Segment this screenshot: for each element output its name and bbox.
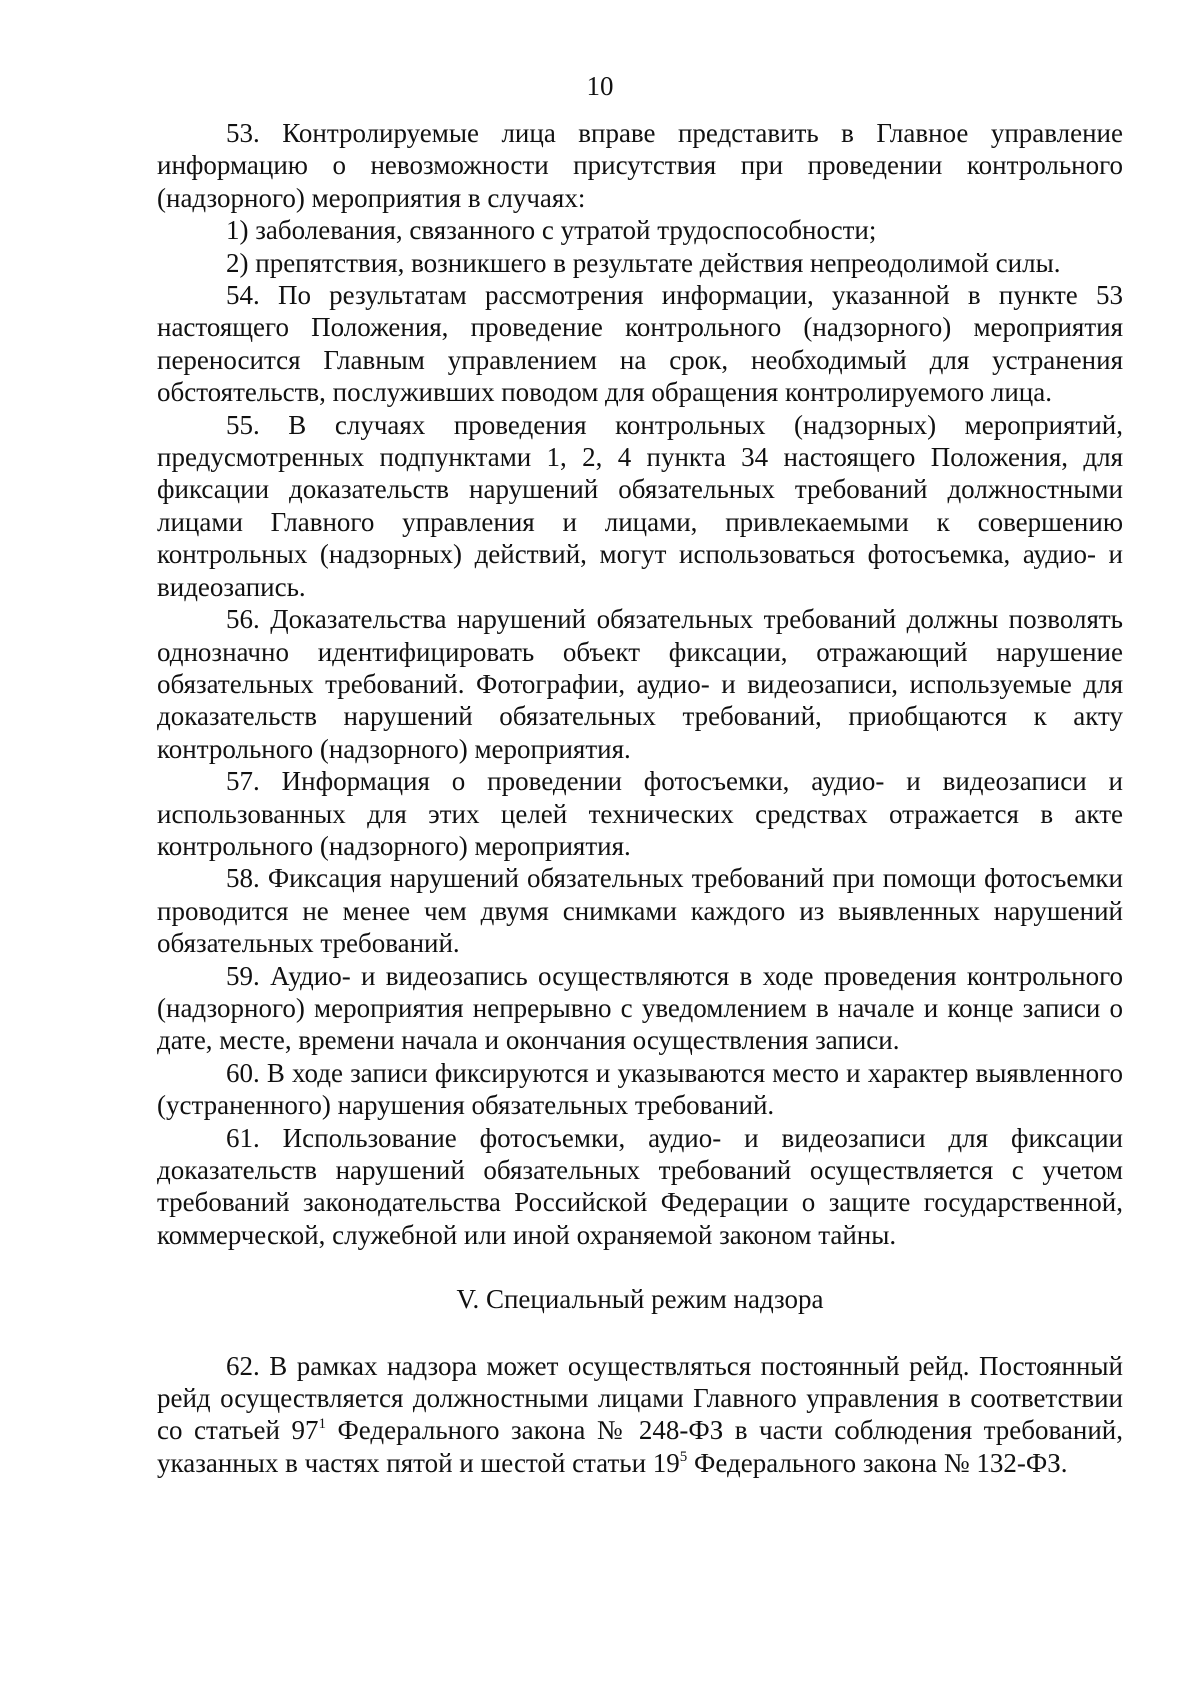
- paragraph-59: 59. Аудио- и видеозапись осуществляются в ходе проведения контрольного (надзорного) мероприятия непрерывно с уведомлением в начале и конце записи о дате, месте, времени начала и окончания осуществления записи.: [157, 960, 1123, 1056]
- paragraph-62: [157, 1350, 1123, 1480]
- paragraph-54: 54. По результатам рассмотрения информации, указанной в пункте 53 настоящего Положения, проведение контрольного (надзорного) мероприятия переносится Главным управлением на срок, необходимый для устранения обстоятельств, послуживших поводом для обращения контролируемого лица.: [157, 280, 1123, 408]
- paragraph-53-item-1: 1) заболевания, связанного с утратой трудоспособности;: [226, 215, 877, 246]
- paragraph-62-text-1: 62. В рамках надзора может осуществляться постоянный рейд. Постоянный рейд осуществляется должностными лицами Главного управления в соответствии со статьей 97: [157, 1350, 1123, 1446]
- paragraph-62-text-3: Федерального закона № 132-ФЗ.: [687, 1447, 1068, 1478]
- superscript-article-97: 1: [318, 1416, 326, 1433]
- paragraph-60: 60. В ходе записи фиксируются и указываются место и характер выявленного (устраненного) нарушения обязательных требований.: [157, 1057, 1123, 1121]
- paragraph-62-text-2: Федерального закона № 248-ФЗ в части соблюдения требований, указанных в частях пятой и шестой статьи 19: [157, 1415, 1123, 1478]
- paragraph-56: 56. Доказательства нарушений обязательных требований должны позволять однозначно идентифицировать объект фиксации, отражающий нарушение обязательных требований. Фотографии, аудио- и видеозаписи, используемые для доказательств нарушений обязательных требований, приобщаются к акту контрольного (надзорного) мероприятия.: [157, 604, 1123, 764]
- superscript-article-19: 5: [679, 1448, 688, 1465]
- paragraph-61: 61. Использование фотосъемки, аудио- и видеозаписи для фиксации доказательств нарушений обязательных требований осуществляется с учетом требований законодательства Российской Федерации о защите государственной, коммерческой, служебной или иной охраняемой законом тайны.: [157, 1122, 1123, 1250]
- paragraph-55: 55. В случаях проведения контрольных (надзорных) мероприятий, предусмотренных подпунктами 1, 2, 4 пункта 34 настоящего Положения, для фиксации доказательств нарушений обязательных требований должностными лицами Главного управления и лицами, привлекаемыми к совершению контрольных (надзорных) действий, могут использоваться фотосъемка, аудио- и видеозапись.: [157, 409, 1123, 602]
- page-number: 10: [586, 71, 614, 101]
- paragraph-58: 58. Фиксация нарушений обязательных требований при помощи фотосъемки проводится не менее чем двумя снимками каждого из выявленных нарушений обязательных требований.: [157, 863, 1123, 959]
- paragraph-57: 57. Информация о проведении фотосъемки, аудио- и видеозаписи и использованных для этих целей технических средствах отражается в акте контрольного (надзорного) мероприятия.: [157, 766, 1123, 861]
- document-body: [157, 117, 1123, 1479]
- section-heading: V. Специальный режим надзора: [456, 1284, 824, 1315]
- paragraph-53-item-2: 2) препятствия, возникшего в результате действия непреодолимой силы.: [226, 247, 1061, 278]
- paragraph-53: 53. Контролируемые лица вправе представить в Главное управление информацию о невозможности присутствия при проведении контрольного (надзорного) мероприятия в случаях:: [157, 118, 1123, 213]
